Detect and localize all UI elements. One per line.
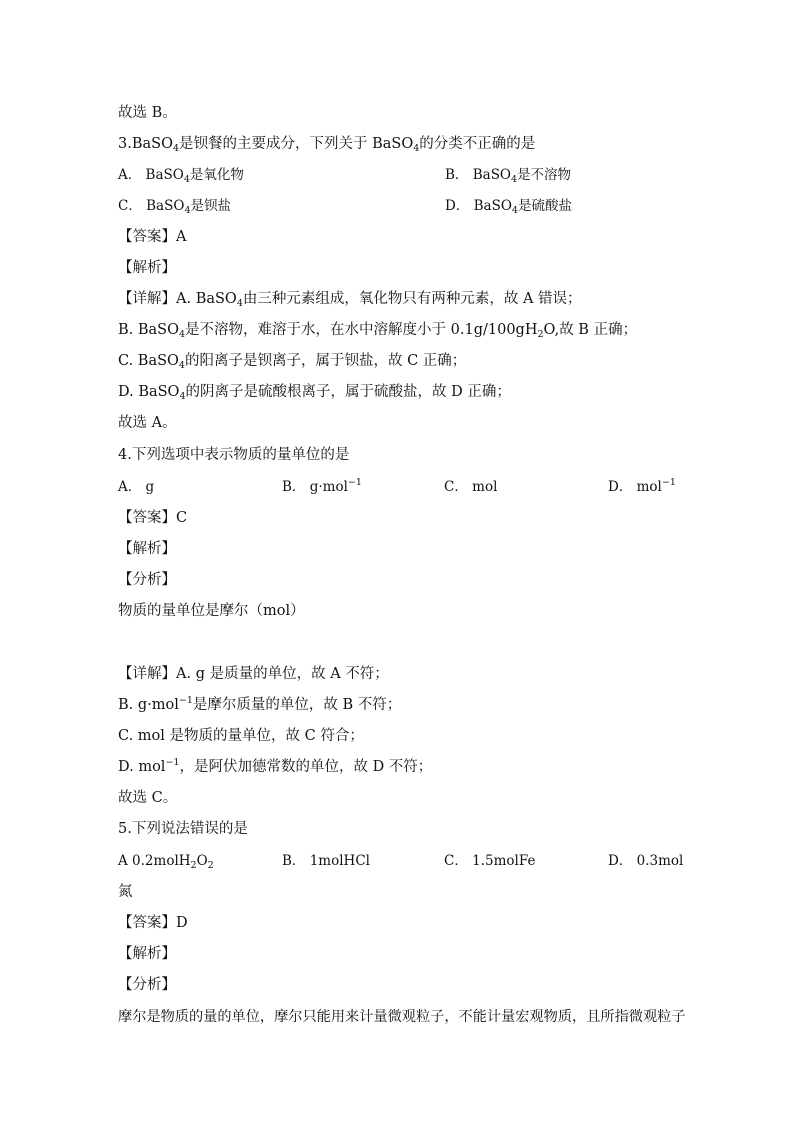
q5-options-row	[118, 849, 684, 873]
q4-analysis-text: 物质的量单位是摩尔（mol）	[118, 603, 305, 619]
q3-option-c: C． BaSO$_4$是钡盐	[118, 198, 231, 216]
q3-option-b: B． BaSO$_4$是不溶物	[445, 167, 572, 185]
q4-detail-a: 【详解】A. g 是质量的单位，故 A 不符；	[118, 666, 389, 682]
q4-analysis-sub-label: 【分析】	[118, 572, 176, 588]
q5-answer: 【答案】D	[118, 915, 188, 931]
q4-detail-b: B. g·mol$^{-1}$是摩尔质量的单位，故 B 不符；	[118, 695, 402, 713]
q3-detail-d: D. BaSO$_4$的阴离子是硫酸根离子，属于硫酸盐，故 D 正确；	[118, 384, 511, 402]
q3-options-row-1	[118, 163, 678, 187]
q4-conclusion: 故选 C。	[118, 790, 178, 806]
q5-option-d-wrap: 氮	[118, 884, 133, 900]
q2-conclusion: 故选 B。	[118, 105, 177, 121]
q4-detail-c: C. mol 是物质的量单位，故 C 符合；	[118, 728, 364, 744]
q4-answer: 【答案】C	[118, 510, 188, 526]
q4-detail-d: D. mol$^{-1}$，是阿伏加德常数的单位，故 D 不符；	[118, 757, 433, 775]
q5-analysis-text: 摩尔是物质的量的单位，摩尔只能用来计量微观粒子，不能计量宏观物质，且所指微观粒子	[118, 1009, 686, 1025]
q5-stem: 5.下列说法错误的是	[118, 821, 248, 837]
q5-option-a: A $0.2molH_2O_2$	[118, 853, 214, 871]
q4-option-d: D． mol$^{-1}$	[608, 477, 676, 495]
q4-analysis-label: 【解析】	[118, 541, 176, 557]
q3-option-d: D． BaSO$_4$是硫酸盐	[445, 198, 572, 216]
q3-stem: 3.BaSO$_4$是钡餐的主要成分，下列关于 BaSO$_4$的分类不正确的是	[118, 136, 536, 154]
q4-option-c: C． mol	[444, 479, 498, 495]
q5-analysis-label: 【解析】	[118, 946, 176, 962]
q5-analysis-sub-label: 【分析】	[118, 977, 176, 993]
q5-option-b: B． 1molHCl	[282, 853, 370, 869]
q4-stem: 4.下列选项中表示物质的量单位的是	[118, 447, 350, 463]
q4-options-row	[118, 475, 678, 499]
q3-conclusion: 故选 A。	[118, 415, 177, 431]
q3-detail-a: 【详解】A. BaSO$_4$由三种元素组成，氧化物只有两种元素，故 A 错误；	[118, 291, 582, 309]
q4-option-a: A． g	[118, 479, 155, 495]
q3-analysis-label: 【解析】	[118, 260, 176, 276]
q3-detail-c: C. BaSO$_4$的阳离子是钡离子，属于钡盐，故 C 正确；	[118, 353, 467, 371]
q3-detail-b: B. BaSO$_4$是不溶物，难溶于水，在水中溶解度小于 $0.1g/100gH_2O$,故 B 正确；	[118, 322, 638, 340]
q3-answer: 【答案】A	[118, 229, 187, 245]
q3-option-a: A． BaSO$_4$是氧化物	[118, 167, 244, 185]
q5-option-c: C． 1.5molFe	[444, 853, 536, 869]
q4-option-b: B． g·mol$^{-1}$	[282, 477, 362, 495]
q3-options-row-2	[118, 194, 678, 218]
q5-option-d: D． 0.3mol	[608, 853, 684, 869]
